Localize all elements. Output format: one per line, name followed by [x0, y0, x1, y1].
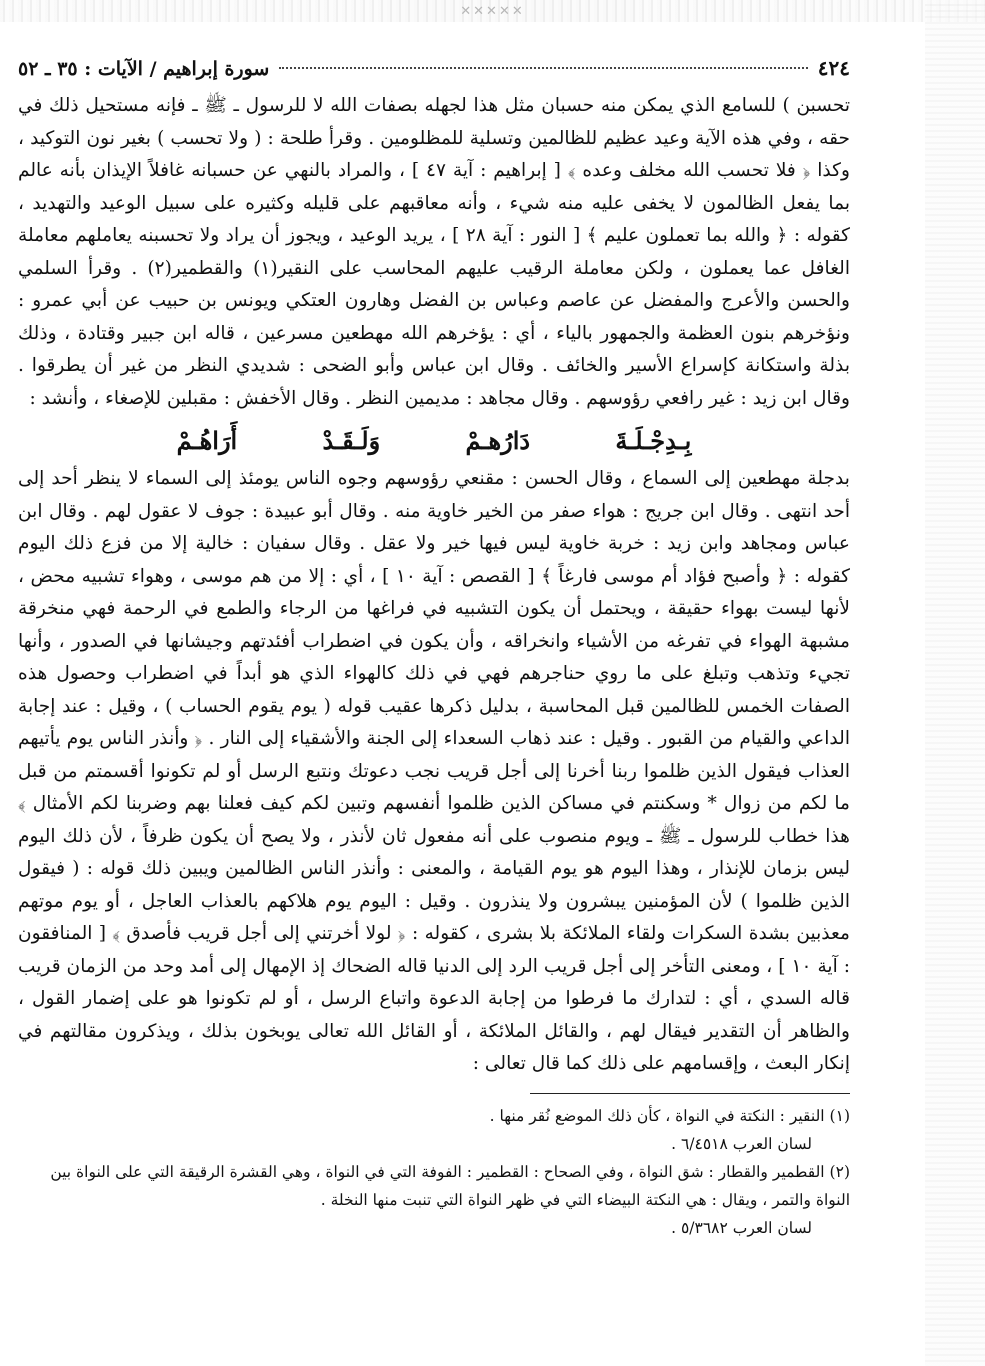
page-edge [925, 0, 985, 1366]
footnote-rule [530, 1093, 850, 1094]
page [18, 56, 850, 1242]
verse-word: دَارُهـمْ [465, 426, 531, 455]
footnote [18, 1158, 850, 1214]
footnote-text: النقير : النكتة في النواة ، كأن ذلك الموضع نُقر منها . [489, 1106, 825, 1125]
footnote [18, 1102, 850, 1130]
header-dotted-leader [279, 67, 807, 69]
footnote-text: القطمير والقطار : شق النواة ، وفي الصحاح : القطمير : الفوفة التي في النواة ، وهي القشرة الرقيقة التي على النواة بين النواة والتمر ، ويقال : هي النكتة البيضاء التي في ظهر النواة التي تنبت منها النخلة . [50, 1162, 850, 1209]
footnotes [18, 1102, 850, 1242]
running-header [18, 56, 850, 90]
page-number: ٤٢٤ [817, 56, 850, 80]
footnote-reference: لسان العرب ٦/٤٥١٨ . [671, 1134, 812, 1153]
main-text-continued [18, 463, 850, 1081]
footnote-number: (١) [829, 1106, 850, 1125]
paragraph: بدجلة مهطعين إلى السماع ، وقال الحسن : مقنعي رؤوسهم وجوه الناس يومئذ إلى السماء لا ينظر أحد إلى أحد انتهى . وقال ابن جريج : هواء صفر من الخير خاوية منه . وقال أبو عبيدة : جوف لا عقول لهم . وقال ابن عباس ومجاهد وابن زيد : خربة خاوية ليس فيها خير ولا عقل . وقال سفيان : خالية إلا من فزع ذلك اليوم كقوله : ﴿ وأصبح فؤاد أم موسى فارغاً ﴾ [ القصص : آية ١٠ ] ، أي : إلا من هم موسى ، وهواء تشبيه محض ، لأنها ليست بهواء حقيقة ، ويحتمل أن يكون التشبيه في فراغها من الرجاء والطمع في الرحمة فهي منخرقة مشبهة الهواء في تفرغه من الأشياء وانخراقه ، وأن يكون في اضطراب أفئدتهم وجيشانها في الصدور ، وأنها تجيء وتذهب وتبلغ على ما روي حناجرهم فهي في ذلك كالهواء الذي هو أبداً في اضطراب وحصول هذه الصفات الخمس للظالمين قبل المحاسبة ، بدليل ذكرها عقيب قوله ( يوم يقوم الحساب ) ، وقيل : عند إجابة الداعي والقيام من القبور . وقيل : عند ذهاب السعداء إلى الجنة والأشقياء إلى النار . ﴿ وأنذر الناس يوم يأتيهم العذاب فيقول الذين ظلموا ربنا أخرنا إلى أجل قريب نجب دعوتك ونتبع الرسل أو لم تكونوا أقسمتم من قبل ما لكم من زوال * وسكنتم في مساكن الذين ظلموا أنفسهم وتبين لكم كيف فعلنا بهم وضربنا لكم الأمثال ﴾ هذا خطاب للرسول ـ ﷺ ـ ويوم منصوب على أنه مفعول ثان لأنذر ، ولا يصح أن يكون ظرفاً ، لأن ذلك اليوم ليس بزمان للإنذار ، وهذا اليوم هو يوم القيامة ، والمعنى : وأنذر الناس الظالمين ويبين ذلك قوله : ( فيقول الذين ظلموا ) لأن المؤمنين يبشرون ولا ينذرون . وقيل : اليوم يوم هلاكهم بالعذاب العاجل ، أو يوم موتهم معذبين بشدة السكرات ولقاء الملائكة بلا بشرى ، كقوله : ﴿ لولا أخرتني إلى أجل قريب فأصدق ﴾ [ المنافقون : آية ١٠ ] ، ومعنى التأخر إلى أجل قريب الرد إلى الدنيا قاله الضحاك إذ الإمهال إلى أمد وحد من الزمان قريب قاله السدي ، أي : لتدارك ما فرطوا من إجابة الدعوة واتباع الرسل ، أو لم تكونوا هو على إضمار القول ، والظاهر أن التقدير فيقال لهم ، والقائل الملائكة ، أو القائل الله تعالى يوبخون بذلك ، ويذكرون مقالتهم في إنكار البعث ، وإقسامهم على ذلك كما قال تعالى : [18, 468, 850, 1074]
paragraph: تحسبن ) للسامع الذي يمكن منه حسبان مثل هذا لجهله بصفات الله لا للرسول ـ ﷺ ـ فإنه مستحيل ذلك في حقه ، وفي هذه الآية وعيد عظيم للظالمين وتسلية للمظلومين . وقرأ طلحة : ( ولا تحسب ) بغير نون التوكيد ، وكذا ﴿ فلا تحسب الله مخلف وعده ﴾ [ إبراهيم : آية ٤٧ ] ، والمراد بالنهي عن حسبانه غافلاً الإيذان بأنه عالم بما يفعل الظالمون لا يخفى عليه منه شيء ، وأنه معاقبهم على قليله وكثيره على سبيل الوعيد والتهديد ، كقوله : ﴿ والله بما تعملون عليم ﴾ [ النور : آية ٢٨ ] ، يريد الوعيد ، ويجوز أن يراد ولا تحسبنه يعاملهم معاملة الغافل عما يعملون ، ولكن معاملة الرقيب عليهم المحاسب على النقير(١) والقطمير(٢) . وقرأ السلمي والحسن والأعرج والمفضل عن عاصم وعباس بن الفضل وهارون العتكي ويونس بن حبيب عن أبي عمرو : ونؤخرهم بنون العظمة والجمهور بالياء ، أي : يؤخرهم الله مهطعين مسرعين ، قاله ابن جبير وقتادة ، وذلك بذلة واستكانة كإسراع الأسير والخائف . وقال ابن عباس وأبو الضحى : شديدي النظر من غير أن يطرقوا . وقال ابن زيد : غير رافعي رؤوسهم . وقال مجاهد : مديمين النظر . وقال الأخفش : مقبلين للإصغاء ، وأنشد : [18, 95, 850, 409]
verse-word: وَلَـقَـدْ [322, 426, 381, 455]
verse-word: بِـدِجْـلَـةَ [615, 426, 692, 455]
footnote-number: (٢) [829, 1162, 850, 1181]
verse-word: أَرَاهُـمْ [176, 426, 238, 455]
scan-top-strip [0, 0, 985, 22]
header-title: سورة إبراهيم / الآيات : ٣٥ ـ ٥٢ [18, 58, 270, 80]
scan-ornament-icon: ✕✕✕✕✕ [460, 4, 525, 19]
poetry-verse [134, 421, 734, 461]
main-text [18, 90, 850, 415]
footnote-reference: لسان العرب ٥/٣٦٨٢ . [671, 1218, 812, 1237]
